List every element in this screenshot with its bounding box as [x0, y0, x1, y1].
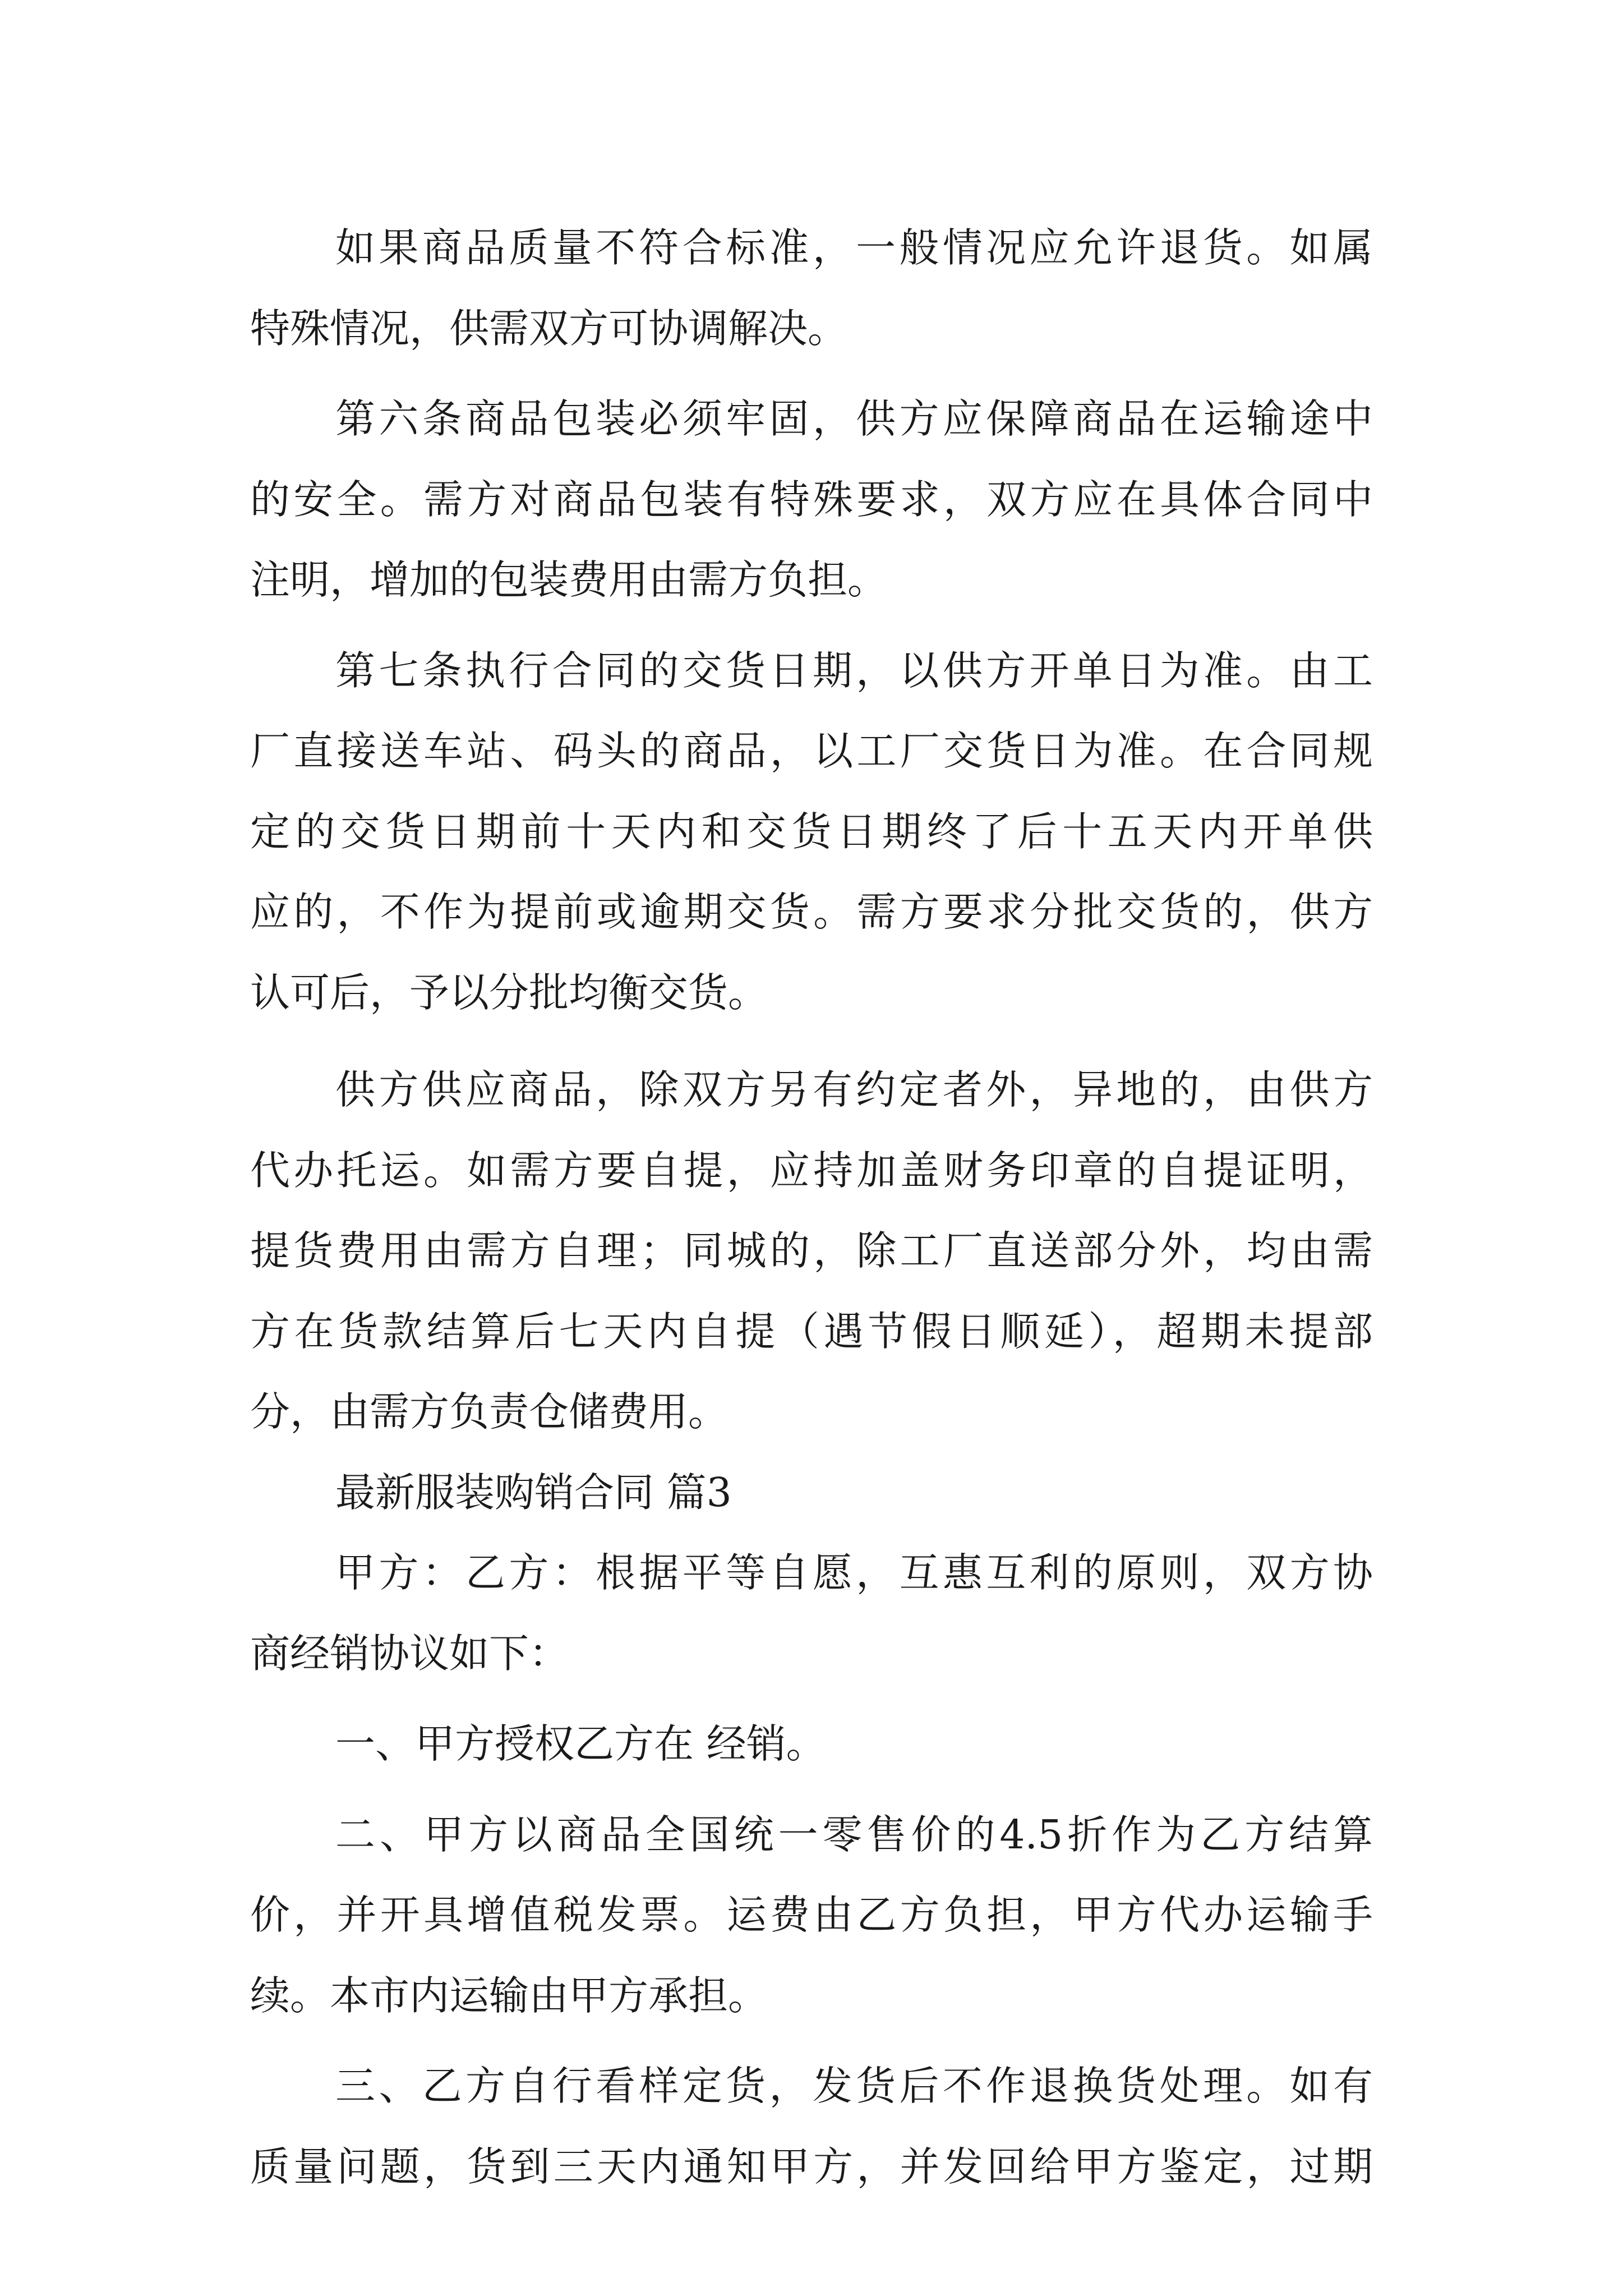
section-heading	[250, 1452, 1373, 1533]
text-line: 代办托运。如需方要自提，应持加盖财务印章的自提证明，	[250, 1147, 1373, 1194]
paragraph	[250, 1533, 1373, 1694]
paragraph	[250, 2046, 1373, 2207]
text-line: 一、甲方授权乙方在 经销。	[335, 1720, 826, 1767]
text-line: 甲方：乙方：根据平等自愿，互惠互利的原则，双方协	[335, 1549, 1373, 1596]
text-line: 定的交货日期前十天内和交货日期终了后十五天内开单供	[250, 808, 1373, 855]
text-line: 认可后，予以分批均衡交货。	[250, 969, 768, 1016]
text-line: 厂直接送车站、码头的商品，以工厂交货日为准。在合同规	[250, 728, 1373, 774]
text-line: 特殊情况，供需双方可协调解决。	[250, 305, 848, 352]
paragraph	[250, 1704, 1373, 1784]
paragraph	[250, 208, 1373, 369]
text-line: 供方供应商品，除双方另有约定者外，异地的，由供方	[335, 1066, 1373, 1113]
paragraph	[250, 1050, 1373, 1452]
text-line: 注明，增加的包装费用由需方负担。	[250, 556, 888, 603]
paragraph	[250, 631, 1373, 1033]
text-line: 如果商品质量不符合标准，一般情况应允许退货。如属	[335, 224, 1373, 271]
text-line: 续。本市内运输由甲方承担。	[250, 1972, 768, 2019]
text-line: 商经销协议如下：	[250, 1630, 569, 1677]
text-line: 应的，不作为提前或逾期交货。需方要求分批交货的，供方	[250, 889, 1373, 935]
text-line: 三、乙方自行看样定货，发货后不作退换货处理。如有	[335, 2063, 1373, 2109]
paragraph	[250, 379, 1373, 620]
paragraph	[250, 1795, 1373, 2036]
text-line: 分，由需方负责仓储费用。	[250, 1388, 728, 1435]
text-line: 第七条执行合同的交货日期，以供方开单日为准。由工	[335, 647, 1373, 694]
text-line: 第六条商品包装必须牢固，供方应保障商品在运输途中	[335, 395, 1373, 442]
text-line: 价，并开具增值税发票。运费由乙方负担，甲方代办运输手	[250, 1892, 1373, 1938]
text-line: 二、甲方以商品全国统一零售价的4.5折作为乙方结算	[335, 1811, 1373, 1858]
document-body	[250, 208, 1373, 2207]
heading-line: 最新服装购销合同 篇3	[335, 1469, 732, 1516]
text-line: 提货费用由需方自理；同城的，除工厂直送部分外，均由需	[250, 1227, 1373, 1274]
text-line: 方在货款结算后七天内自提（遇节假日顺延），超期未提部	[250, 1308, 1373, 1355]
text-line: 的安全。需方对商品包装有特殊要求，双方应在具体合同中	[250, 476, 1373, 523]
text-line: 质量问题，货到三天内通知甲方，并发回给甲方鉴定，过期	[250, 2143, 1373, 2190]
